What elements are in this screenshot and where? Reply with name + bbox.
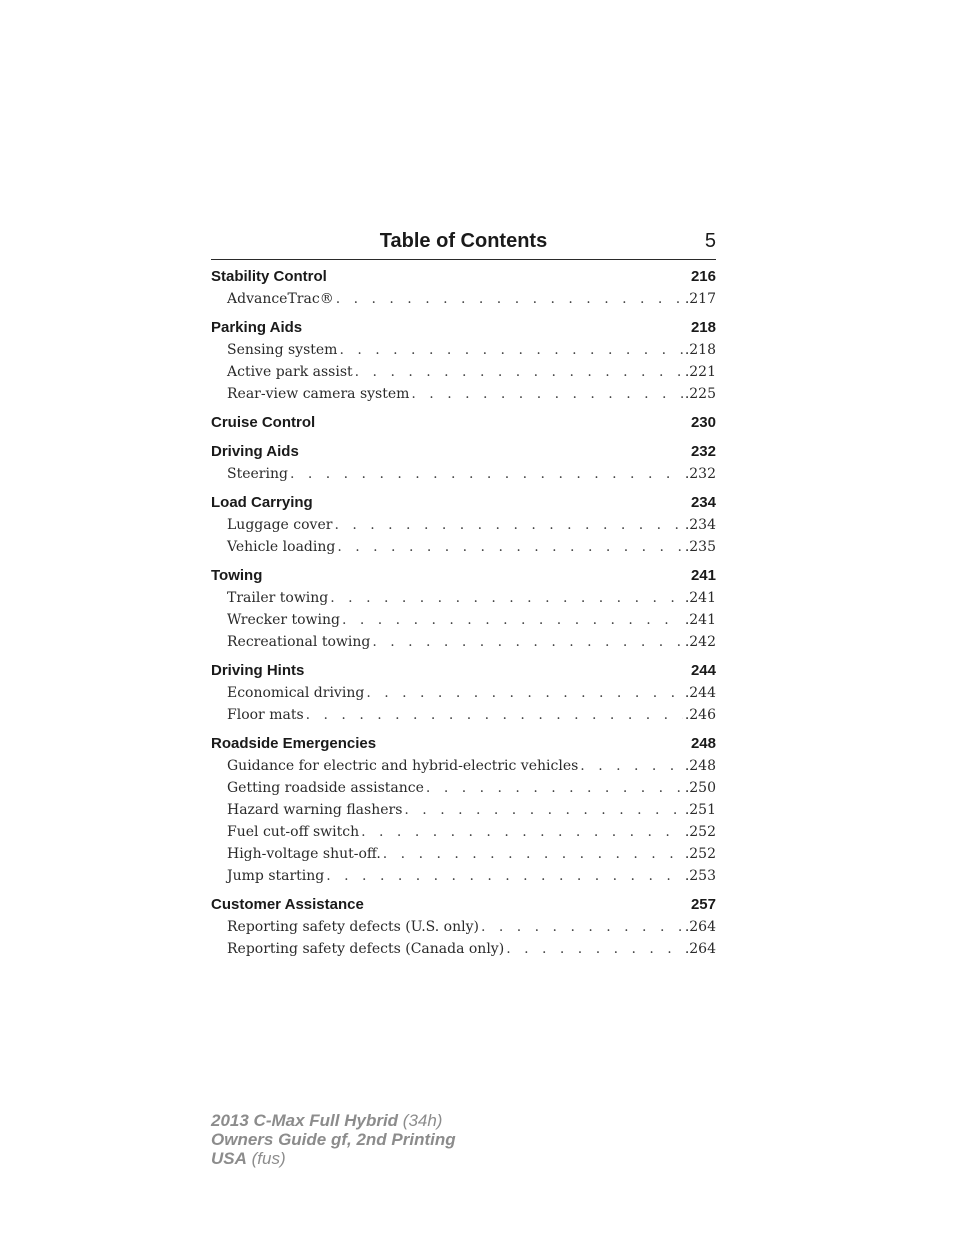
section-title: Customer Assistance bbox=[211, 896, 364, 913]
entry-label: Floor mats bbox=[227, 707, 304, 723]
toc-entry[interactable] bbox=[211, 682, 716, 704]
page-header bbox=[211, 228, 716, 260]
section-page-number: 234 bbox=[690, 494, 716, 511]
toc-section-heading[interactable] bbox=[211, 492, 716, 514]
section-page-number: 248 bbox=[690, 735, 716, 752]
toc-section bbox=[211, 733, 716, 887]
entry-page-number: .234 bbox=[684, 517, 716, 533]
section-title: Towing bbox=[211, 567, 263, 584]
entry-label: Hazard warning flashers bbox=[227, 802, 403, 818]
dot-leader bbox=[372, 631, 683, 653]
entry-label: Sensing system bbox=[227, 342, 338, 358]
entry-page-number: .251 bbox=[684, 802, 716, 818]
entry-page-number: .241 bbox=[684, 612, 716, 628]
section-title: Parking Aids bbox=[211, 319, 303, 336]
dot-leader bbox=[330, 587, 683, 609]
entry-page-number: .218 bbox=[684, 342, 716, 358]
dot-leader bbox=[580, 755, 683, 777]
entry-label: Luggage cover bbox=[227, 517, 333, 533]
toc-section bbox=[211, 565, 716, 653]
toc-section-heading[interactable] bbox=[211, 412, 716, 434]
toc-entry[interactable] bbox=[211, 288, 716, 310]
dot-leader bbox=[290, 463, 683, 485]
toc-entry[interactable] bbox=[211, 514, 716, 536]
dot-leader bbox=[383, 843, 683, 865]
dot-leader bbox=[339, 339, 682, 361]
section-page-number: 230 bbox=[690, 414, 716, 431]
entry-page-number: .264 bbox=[684, 919, 716, 935]
dot-leader bbox=[334, 514, 682, 536]
entry-page-number: .225 bbox=[684, 386, 716, 402]
entry-label: Reporting safety defects (U.S. only) bbox=[227, 919, 479, 935]
footer-line-3: USA (fus) bbox=[211, 1149, 286, 1168]
entry-label: Active park assist bbox=[227, 364, 353, 380]
entry-page-number: .232 bbox=[684, 466, 716, 482]
dot-leader bbox=[306, 704, 683, 726]
entry-label: Vehicle loading bbox=[227, 539, 336, 555]
toc-entry[interactable] bbox=[211, 843, 716, 865]
toc-entry[interactable] bbox=[211, 704, 716, 726]
section-page-number: 232 bbox=[690, 443, 716, 460]
toc-entry[interactable] bbox=[211, 339, 716, 361]
entry-page-number: .252 bbox=[684, 824, 716, 840]
section-page-number: 241 bbox=[690, 567, 716, 584]
section-title: Roadside Emergencies bbox=[211, 735, 377, 752]
toc-entry[interactable] bbox=[211, 631, 716, 653]
dot-leader bbox=[366, 682, 683, 704]
footer-line-2: Owners Guide gf, 2nd Printing bbox=[211, 1130, 456, 1149]
dot-leader bbox=[404, 799, 682, 821]
dot-leader bbox=[336, 288, 683, 310]
entry-label: Guidance for electric and hybrid-electric vehicles bbox=[227, 758, 579, 774]
entry-label: Steering bbox=[227, 466, 288, 482]
toc-entry[interactable] bbox=[211, 383, 716, 405]
toc-section-heading[interactable] bbox=[211, 733, 716, 755]
toc-section bbox=[211, 266, 716, 310]
toc-section bbox=[211, 492, 716, 558]
dot-leader bbox=[326, 865, 683, 887]
entry-label: Recreational towing bbox=[227, 634, 371, 650]
toc-entry[interactable] bbox=[211, 916, 716, 938]
entry-label: Rear-view camera system bbox=[227, 386, 410, 402]
section-title: Load Carrying bbox=[211, 494, 313, 511]
toc-section-heading[interactable] bbox=[211, 266, 716, 288]
entry-page-number: .253 bbox=[684, 868, 716, 884]
section-page-number: 216 bbox=[690, 268, 716, 285]
toc-entry[interactable] bbox=[211, 938, 716, 960]
entry-label: High-voltage shut-off. bbox=[227, 846, 381, 862]
document-footer bbox=[211, 1111, 456, 1168]
entry-label: Fuel cut-off switch bbox=[227, 824, 360, 840]
entry-label: AdvanceTrac® bbox=[227, 291, 334, 307]
entry-page-number: .248 bbox=[684, 758, 716, 774]
toc-entry[interactable] bbox=[211, 463, 716, 485]
toc-entry[interactable] bbox=[211, 799, 716, 821]
section-page-number: 218 bbox=[690, 319, 716, 336]
toc-section bbox=[211, 412, 716, 434]
entry-label: Economical driving bbox=[227, 685, 365, 701]
dot-leader bbox=[361, 821, 683, 843]
page-number: 5 bbox=[704, 230, 716, 252]
entry-page-number: .252 bbox=[684, 846, 716, 862]
entry-label: Getting roadside assistance bbox=[227, 780, 424, 796]
entry-page-number: .242 bbox=[684, 634, 716, 650]
toc-entry[interactable] bbox=[211, 865, 716, 887]
dot-leader bbox=[411, 383, 682, 405]
page-title: Table of Contents bbox=[379, 230, 548, 252]
toc-section-heading[interactable] bbox=[211, 565, 716, 587]
toc-section bbox=[211, 441, 716, 485]
toc-entry[interactable] bbox=[211, 821, 716, 843]
entry-page-number: .217 bbox=[684, 291, 716, 307]
entry-page-number: .246 bbox=[684, 707, 716, 723]
dot-leader bbox=[481, 916, 683, 938]
toc-entry[interactable] bbox=[211, 777, 716, 799]
entry-label: Wrecker towing bbox=[227, 612, 340, 628]
toc-entry[interactable] bbox=[211, 755, 716, 777]
toc-entry[interactable] bbox=[211, 587, 716, 609]
entry-page-number: .235 bbox=[684, 539, 716, 555]
toc-section-heading[interactable] bbox=[211, 441, 716, 463]
toc-section-heading[interactable] bbox=[211, 660, 716, 682]
dot-leader bbox=[355, 361, 683, 383]
entry-label: Reporting safety defects (Canada only) bbox=[227, 941, 505, 957]
entry-page-number: .221 bbox=[684, 364, 716, 380]
toc-section-heading[interactable] bbox=[211, 894, 716, 916]
entry-label: Jump starting bbox=[227, 868, 325, 884]
toc-entry[interactable] bbox=[211, 361, 716, 383]
entry-label: Trailer towing bbox=[227, 590, 329, 606]
toc-entry[interactable] bbox=[211, 609, 716, 631]
dot-leader bbox=[426, 777, 683, 799]
section-page-number: 244 bbox=[690, 662, 716, 679]
entry-page-number: .241 bbox=[684, 590, 716, 606]
section-title: Driving Aids bbox=[211, 443, 299, 460]
footer-line-1: 2013 C-Max Full Hybrid (34h) bbox=[211, 1111, 443, 1130]
entry-page-number: .244 bbox=[684, 685, 716, 701]
toc-section bbox=[211, 660, 716, 726]
toc-section bbox=[211, 317, 716, 405]
toc-section bbox=[211, 894, 716, 960]
section-title: Cruise Control bbox=[211, 414, 316, 431]
dot-leader bbox=[506, 938, 683, 960]
section-page-number: 257 bbox=[690, 896, 716, 913]
toc-entry[interactable] bbox=[211, 536, 716, 558]
entry-page-number: .250 bbox=[684, 780, 716, 796]
section-title: Driving Hints bbox=[211, 662, 305, 679]
entry-page-number: .264 bbox=[684, 941, 716, 957]
table-of-contents bbox=[211, 266, 716, 967]
section-title: Stability Control bbox=[211, 268, 327, 285]
dot-leader bbox=[342, 609, 683, 631]
dot-leader bbox=[337, 536, 682, 558]
toc-section-heading[interactable] bbox=[211, 317, 716, 339]
